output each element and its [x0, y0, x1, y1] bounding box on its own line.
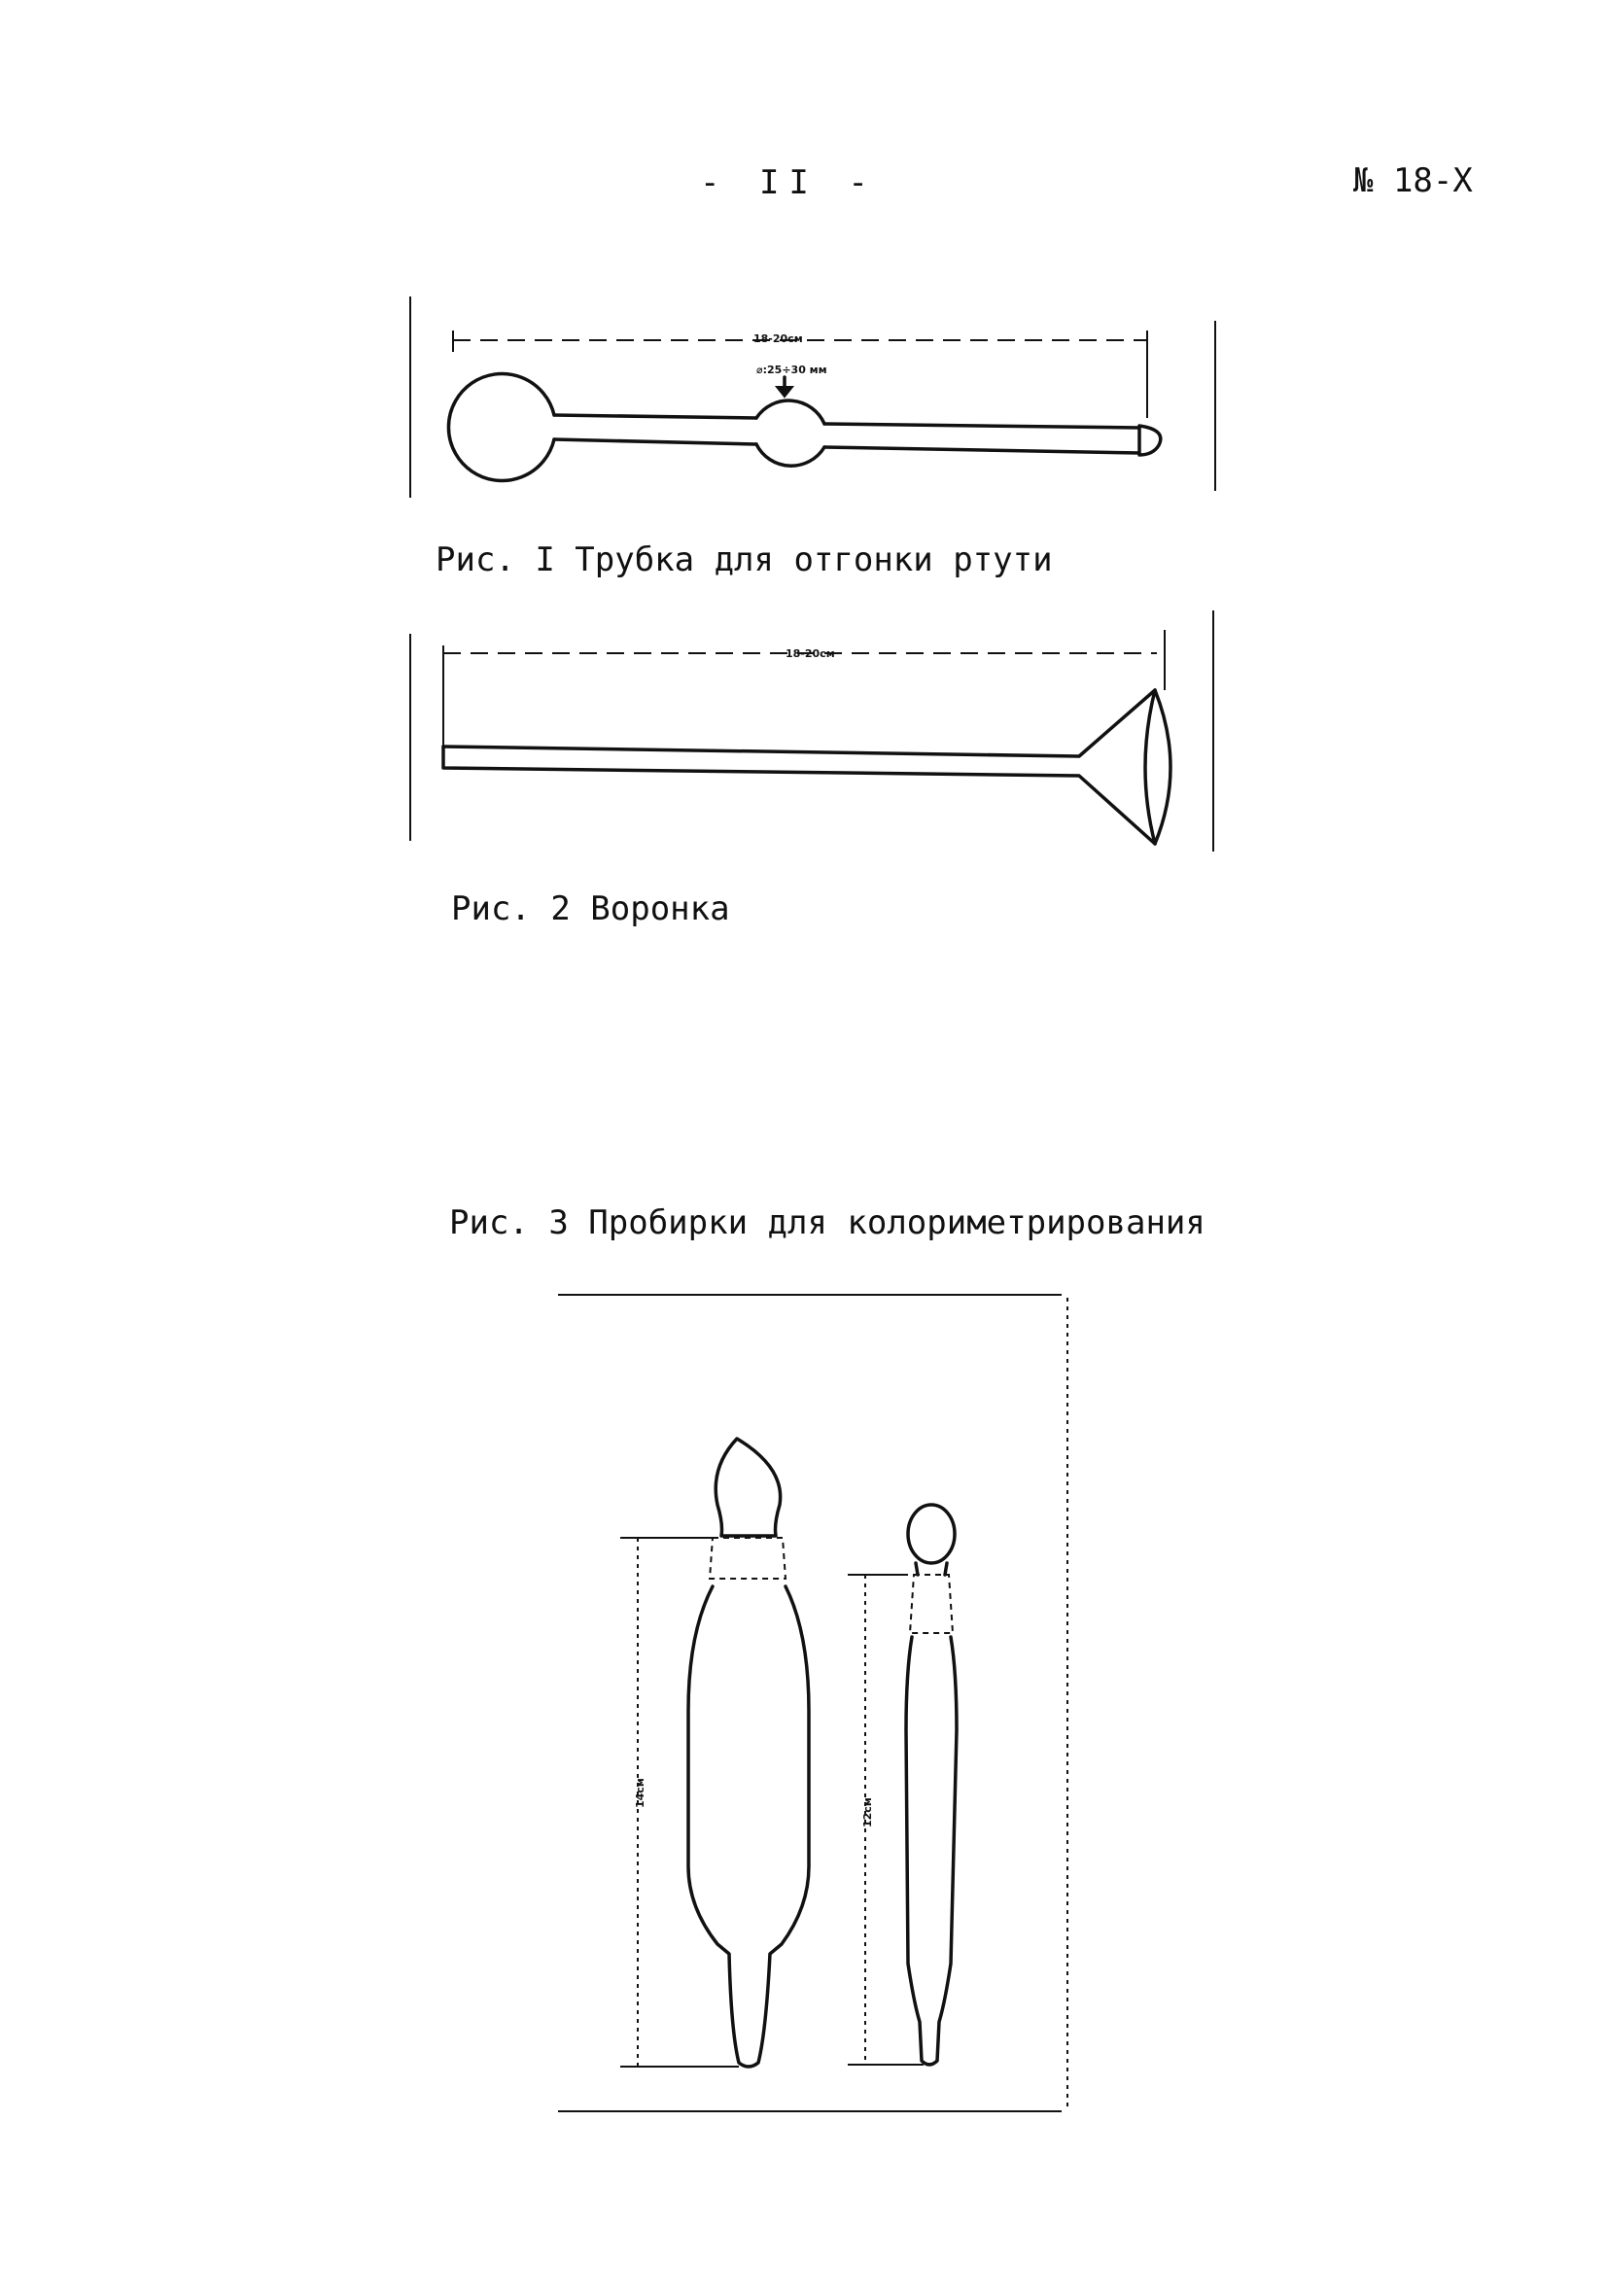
figure-1-mercury-tube [410, 296, 1215, 498]
figure-3-caption: Рис. 3 Пробирки для колориметрирования [449, 1203, 1205, 1242]
figure-3-test-tubes [558, 1295, 1067, 2111]
figure-2-length-label: 18-20см [786, 647, 835, 660]
figure-1-diameter-label: ⌀:25÷30 мм [756, 364, 827, 376]
figure-1-caption: Рис. I Трубка для отгонки ртути [436, 540, 1053, 579]
page-number: - II - [700, 163, 878, 202]
large-tube-height-label: 14см [634, 1778, 646, 1808]
figure-2-funnel [410, 610, 1213, 852]
figure-2-caption: Рис. 2 Воронка [451, 889, 730, 928]
document-number: № 18-Х [1353, 161, 1473, 200]
figure-1-length-label: 18-20см [753, 332, 803, 345]
small-tube-height-label: 12см [861, 1797, 874, 1827]
